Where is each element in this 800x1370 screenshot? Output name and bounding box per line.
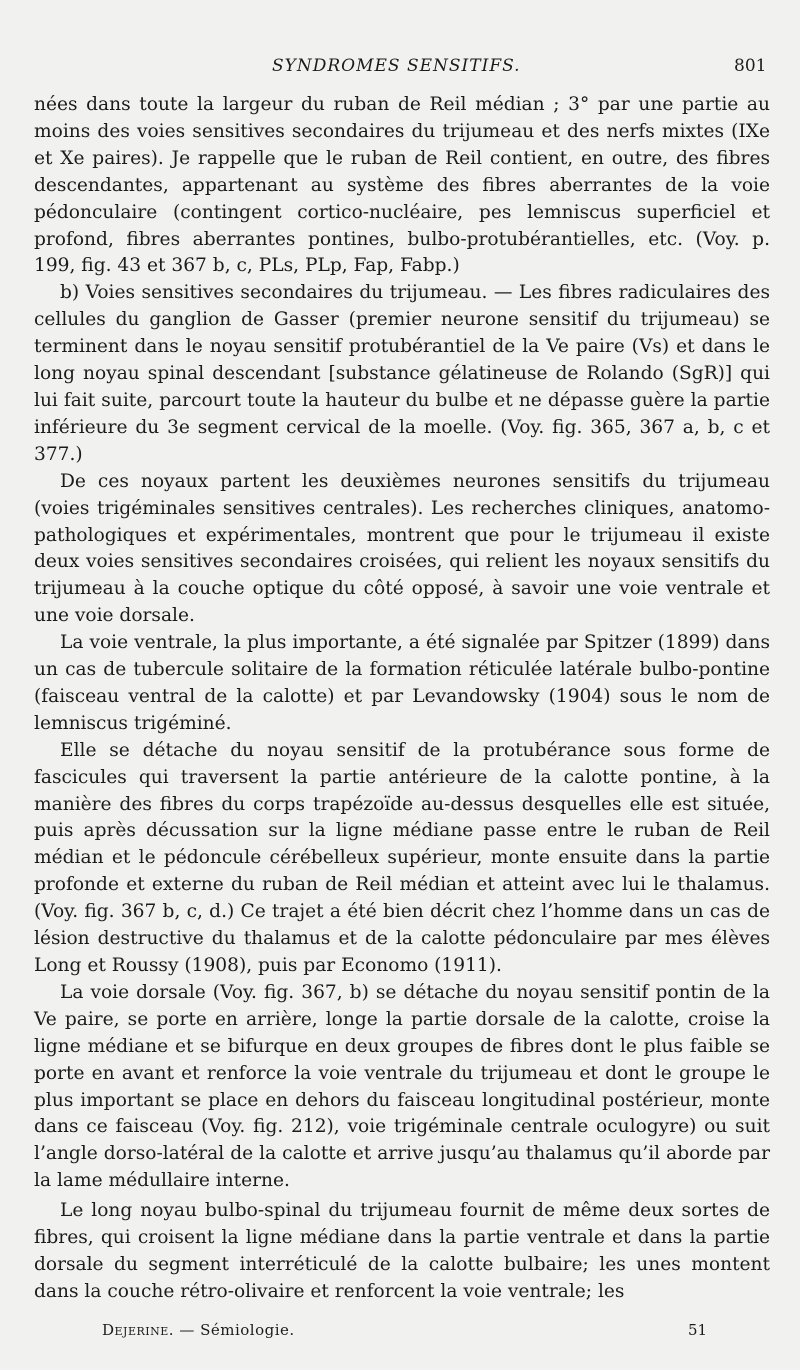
paragraph-3: De ces noyaux partent les deuxièmes neurones sensitifs du trijumeau (voies trigéminales sensitives centrales). Les recherches cliniques, anatomo-pathologiques et expérimentales, montrent que pour le trijumeau il existe deux voies sensitives secondaires croisées, qui relient les noyaux sensitifs du trijumeau à la couche optique du côté opposé, à savoir une voie ventrale et une voie dorsale.: [34, 470, 770, 627]
footer-book: Sémiologie.: [200, 1321, 295, 1339]
footer-author: Dejerine.: [102, 1321, 175, 1339]
paragraph-4: La voie ventrale, la plus importante, a été signalée par Spitzer (1899) dans un cas de tubercule solitaire de la formation réticulée latérale bulbo-pontine (faisceau ventral de la calotte) et par Levandowsky (1904) sous le nom de lemniscus trigéminé.: [34, 632, 770, 734]
footer-book-info: [102, 1321, 295, 1339]
footer-separator: —: [174, 1321, 201, 1339]
running-title: SYNDROMES SENSITIFS.: [272, 56, 521, 76]
paragraph-6: La voie dorsale (Voy. fig. 367, b) se détache du noyau sensitif pontin de la Ve paire, se porte en arrière, longe la partie dorsale de la calotte, croise la ligne médiane et se bifurque en deux groupes de fibres dont le plus faible se porte en avant et renforce la voie ventrale du trijumeau et dont le groupe le plus important se place en dehors du faisceau longitudinal postérieur, monte dans ce faisceau (Voy. fig. 212), voie trigéminale centrale oculogyre) ou suit l’angle dorso-latéral de la calotte et arrive jusqu’au thalamus qu’il aborde par la lame médullaire interne.: [34, 981, 770, 1192]
body-text: [34, 92, 770, 1306]
page-header: [0, 56, 800, 86]
paragraph-5: Elle se détache du noyau sensitif de la protubérance sous forme de fascicules qui traversent la partie antérieure de la calotte pontine, à la manière des fibres du corps trapézoïde au-dessus desquelles elle est située, puis après décussation sur la ligne médiane passe entre le ruban de Reil médian et le pédoncule cérébelleux supérieur, monte ensuite dans la partie profonde et externe du ruban de Reil médian et atteint avec lui le thalamus. (Voy. fig. 367 b, c, d.) Ce trajet a été bien décrit chez l’homme dans un cas de lésion destructive du thalamus et de la calotte pédonculaire par mes élèves Long et Roussy (1908), puis par Economo (1911).: [34, 739, 770, 976]
page-number: 801: [734, 56, 767, 76]
page-footer: [0, 1321, 800, 1345]
paragraph-1: nées dans toute la largeur du ruban de Reil médian ; 3° par une partie au moins des voies sensitives secondaires du trijumeau et des nerfs mixtes (IXe et Xe paires). Je rappelle que le ruban de Reil contient, en outre, des fibres descendantes, appartenant au système des fibres aberrantes de la voie pédonculaire (contingent cortico-nucléaire, pes lemniscus superficiel et profond, fibres aberrantes pontines, bulbo-protubérantielles, etc. (Voy. p. 199, fig. 43 et 367 b, c, PLs, PLp, Fap, Fabp.): [34, 94, 770, 277]
paragraph-7: Le long noyau bulbo-spinal du trijumeau fournit de même deux sortes de fibres, qui croisent la ligne médiane dans la partie ventrale et dans la partie dorsale du segment interréticulé de la calotte bulbaire; les unes montent dans la couche rétro-olivaire et renforcent la voie ventrale; les: [34, 1200, 770, 1302]
signature-mark: 51: [688, 1321, 708, 1339]
paragraph-2: b) Voies sensitives secondaires du trijumeau. — Les fibres radiculaires des cellules du ganglion de Gasser (premier neurone sensitif du trijumeau) se terminent dans le noyau sensitif protubérantiel de la Ve paire (Vs) et dans le long noyau spinal descendant [substance gélatineuse de Rolando (SgR)] qui lui fait suite, parcourt toute la hauteur du bulbe et ne dépasse guère la partie inférieure du 3e segment cervical de la moelle. (Voy. fig. 365, 367 a, b, c et 377.): [34, 282, 770, 465]
